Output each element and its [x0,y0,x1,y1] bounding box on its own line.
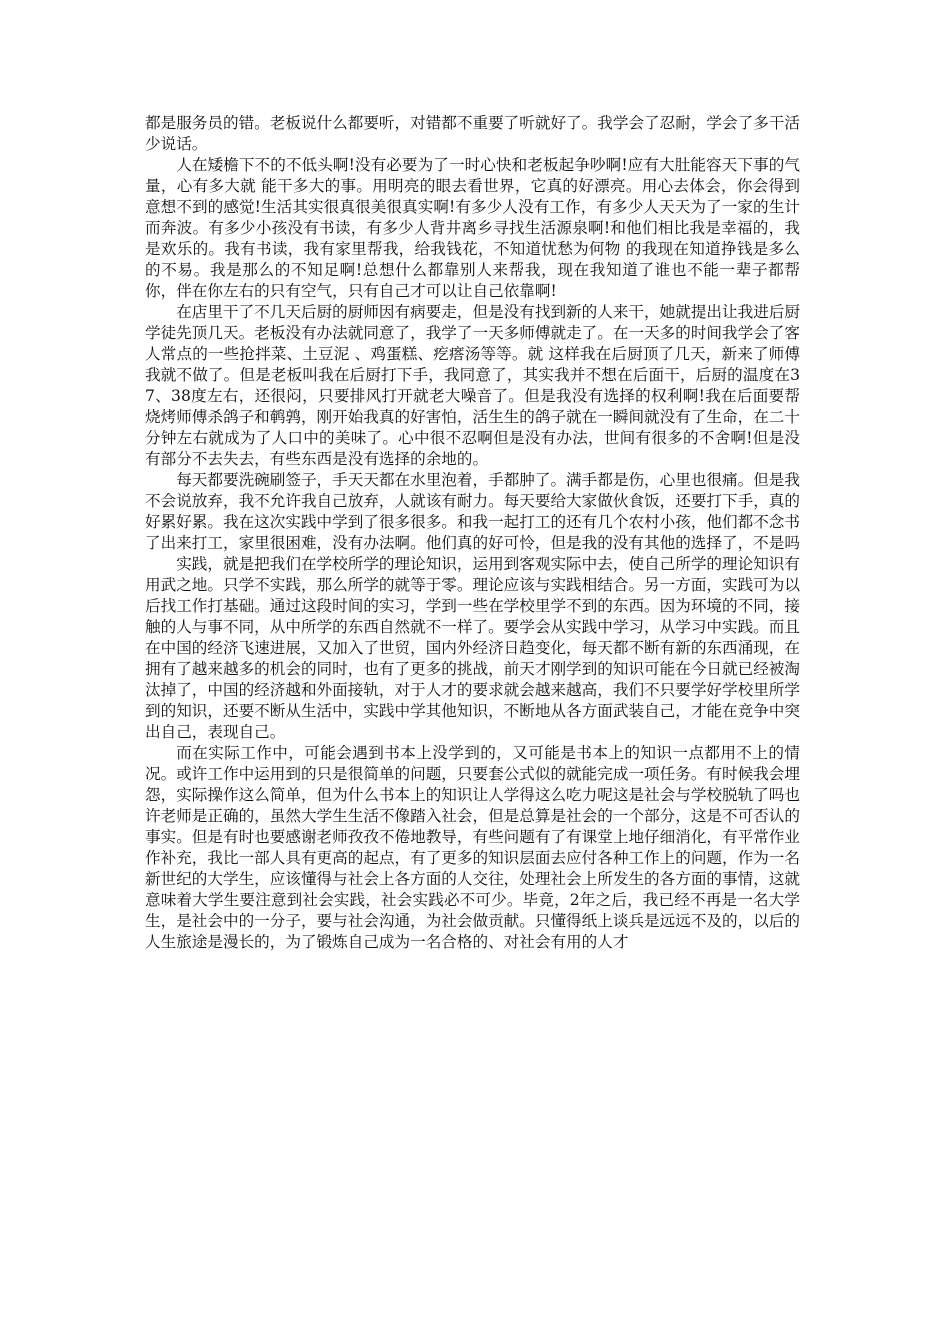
document-body [145,113,800,953]
paragraph-3: 在店里干了不几天后厨的厨师因有病要走，但是没有找到新的人来干，她就提出让我进后厨学徒先顶几天。老板没有办法就同意了，我学了一天多师傅就走了。在一天多的时间我学会了客人常点的一些抢拌菜、土豆泥 、鸡蛋糕、疙瘩汤等等。就 这样我在后厨顶了几天，新来了师傅我就不做了。但是老板叫我在后厨打下手，我同意了，其实我并不想在后面干，后厨的温度在37、38度左右，还很闷，只要排风打开就老大噪音了。但是我没有选择的权利啊!我在后面要帮烧烤师傅杀鸽子和鹌鹑，刚开始我真的好害怕，活生生的鸽子就在一瞬间就没有了生命，在二十分钟左右就成为了人口中的美味了。心中很不忍啊但是没有办法，世间有很多的不舍啊!但是没有部分不去失去，有些东西是没有选择的余地的。 [145,303,800,468]
paragraph-5: 实践，就是把我们在学校所学的理论知识，运用到客观实际中去，使自己所学的理论知识有用武之地。只学不实践，那么所学的就等于零。理论应该与实践相结合。另一方面，实践可为以后找工作打基础。通过这段时间的实习，学到一些在学校里学不到的东西。因为环境的不同，接触的人与事不同，从中所学的东西自然就不一样了。要学会从实践中学习，从学习中实践。而且在中国的经济飞速进展，又加入了世贸，国内外经济日趋变化，每天都不断有新的东西涌现，在拥有了越来越多的机会的同时，也有了更多的挑战，前天才刚学到的知识可能在今日就已经被淘汰掉了，中国的经济越和外面接轨，对于人才的要求就会越来越高，我们不只要学好学校里所学到的知识，还要不断从生活中，实践中学其他知识，不断地从各方面武装自己，才能在竞争中突出自己，表现自己。 [145,555,800,741]
paragraph-1: 都是服务员的错。老板说什么都要听，对错都不重要了听就好了。我学会了忍耐，学会了多干活少说话。 [145,114,800,153]
paragraph-2: 人在矮檐下不的不低头啊!没有必要为了一时心快和老板起争吵啊!应有大肚能容天下事的气量，心有多大就 能干多大的事。用明亮的眼去看世界，它真的好漂亮。用心去体会，你会得到意想不到的感觉!生活其实很真很美很真实啊!有多少人没有工作，有多少人天天为了一家的生计而奔波。有多少小孩没有书读，有多少人背井离乡寻找生活源泉啊!和他们相比我是幸福的，我是欢乐的。我有书读，我有家里帮我，给我钱花，不知道忧愁为何物 的我现在知道挣钱是多么的不易。我是那么的不知足啊!总想什么都靠别人来帮我，现在我知道了谁也不能一辈子都帮你，伴在你左右的只有空气，只有自己才可以让自己依靠啊! [145,156,800,300]
paragraph-4: 每天都要洗碗刷签子，手天天都在水里泡着，手都肿了。满手都是伤，心里也很痛。但是我不会说放弃，我不允许我自己放弃，人就该有耐力。每天要给大家做伙食饭，还要打下手，真的好累好累。我在这次实践中学到了很多很多。和我一起打工的还有几个农村小孩，他们都不念书了出来打工，家里很困难，没有办法啊。他们真的好可怜，但是我的没有其他的选择了，不是吗 [145,471,800,552]
paragraph-6: 而在实际工作中，可能会遇到书本上没学到的，又可能是书本上的知识一点都用不上的情况。或许工作中运用到的只是很简单的问题，只要套公式似的就能完成一项任务。有时候我会埋怨，实际操作这么简单，但为什么书本上的知识让人学得这么吃力呢这是社会与学校脱轨了吗也许老师是正确的，虽然大学生生活不像踏入社会，但是总算是社会的一个部分，这是不可否认的事实。但是有时也要感谢老师孜孜不倦地教导，有些问题有了有课堂上地仔细消化，有平常作业作补充，我比一部人具有更高的起点，有了更多的知识层面去应付各种工作上的问题，作为一名新世纪的大学生，应该懂得与社会上各方面的人交往，处理社会上所发生的各方面的事情，这就意味着大学生要注意到社会实践，社会实践必不可少。毕竟，2年之后，我已经不再是一名大学生，是社会中的一分子，要与社会沟通，为社会做贡献。只懂得纸上谈兵是远远不及的，以后的人生旅途是漫长的，为了锻炼自己成为一名合格的、对社会有用的人才 [145,744,800,951]
